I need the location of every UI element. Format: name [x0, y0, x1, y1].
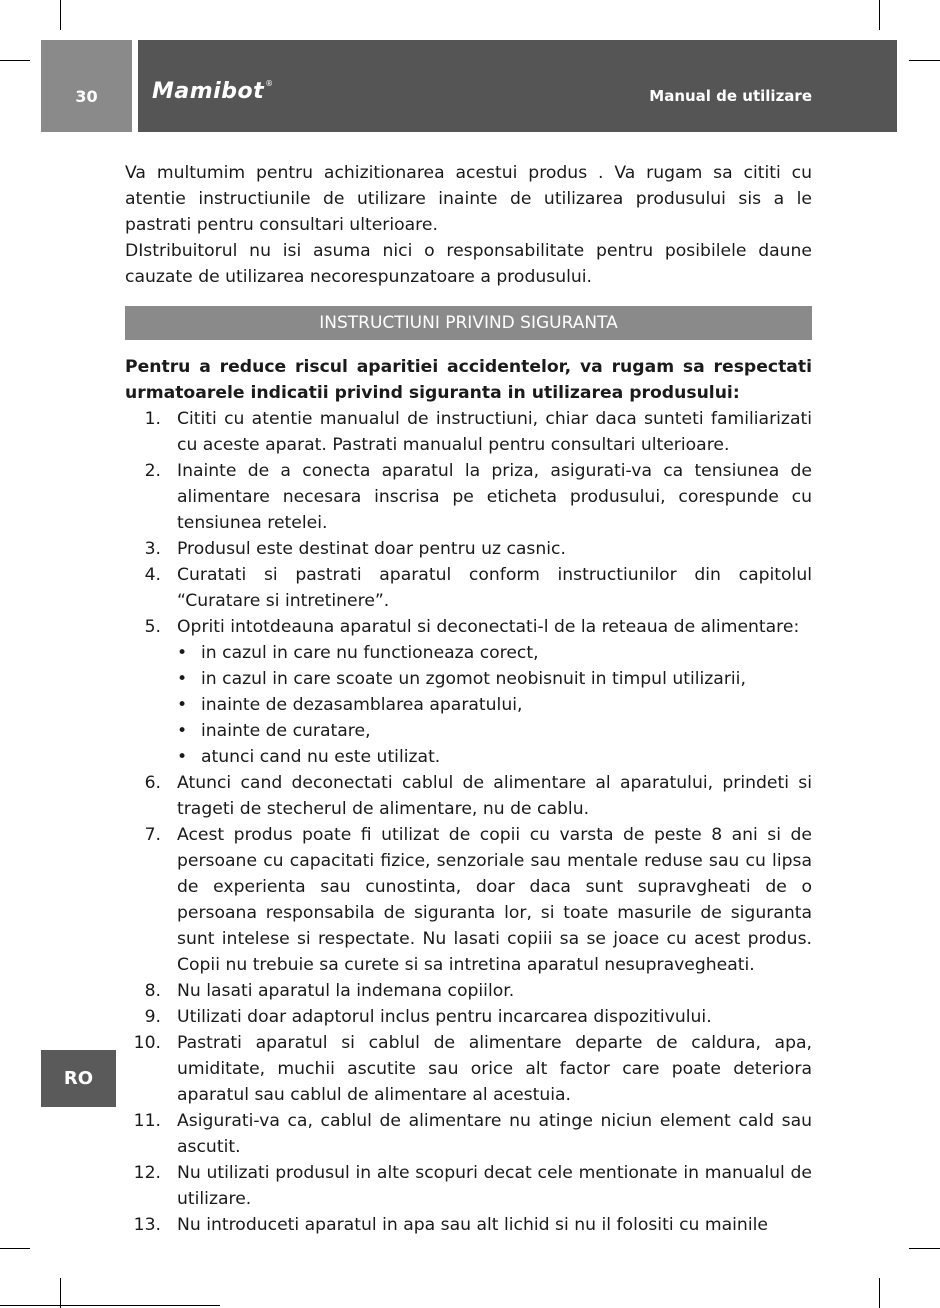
bullet-text: in cazul in care nu functioneaza corect, — [201, 643, 539, 663]
rule-text: Atunci cand deconectati cablul de alimentare al aparatului, prindeti si trageti de stecherul de alimentare, nu de cablu. — [177, 773, 812, 819]
rule-item — [125, 822, 812, 978]
bullet-text: inainte de curatare, — [201, 721, 371, 741]
rule-text: Acest produs poate fi utilizat de copii cu varsta de peste 8 ani si de persoane cu capacitati fizice, senzoriale sau mentale reduse sau cu lipsa de experienta sau cunostinta, doar daca sunt supravgheati de o persoana responsabila de siguranta lor, si toate masurile de siguranta sunt intelese si respectate. Nu lasati copiii sa se joace cu acest produs. Copii nu trebuie sa curete si sa intretina aparatul nesupravegheati. — [177, 825, 812, 975]
rule-text: Nu utilizati produsul in alte scopuri decat cele mentionate in manualul de utilizare. — [177, 1163, 812, 1209]
rule-number: 9. — [144, 1007, 161, 1027]
rule-number: 12. — [133, 1163, 161, 1183]
bullet-glyph: • — [177, 721, 188, 741]
brand-name: Mamibot — [152, 79, 265, 104]
rule-item — [125, 1108, 812, 1160]
document-body — [125, 160, 812, 1238]
bullet-item — [177, 666, 812, 692]
rule-item — [125, 1004, 812, 1030]
intro-paragraph: Va multumim pentru achizitionarea acestui produs . Va rugam sa cititi cu atentie instructiunile de utilizare inainte de utilizarea produsului sis a le pastrati pentru consultari ulterioare. — [125, 163, 812, 235]
rule-text: Utilizati doar adaptorul inclus pentru incarcarea dispozitivului. — [177, 1007, 712, 1027]
rule-bullet-list — [177, 640, 812, 770]
bullet-glyph: • — [177, 669, 188, 689]
bullet-glyph: • — [177, 695, 188, 715]
rule-number: 3. — [144, 539, 161, 559]
bullet-glyph: • — [177, 643, 188, 663]
rule-number: 11. — [133, 1111, 161, 1131]
rule-text: Nu introduceti aparatul in apa sau alt lichid si nu il folositi cu mainile — [177, 1215, 768, 1235]
crop-mark — [909, 1248, 940, 1249]
header-bar — [138, 40, 897, 132]
rule-item — [125, 536, 812, 562]
brand-logo — [152, 79, 274, 104]
bullet-text: inainte de dezasamblarea aparatului, — [201, 695, 523, 715]
rule-number: 1. — [144, 409, 161, 429]
rule-text: Curatati si pastrati aparatul conform instructiunilor din capitolul “Curatare si intretinere”. — [177, 565, 812, 611]
rule-item — [125, 458, 812, 536]
crop-mark — [879, 0, 880, 30]
page-number: 30 — [75, 87, 98, 106]
bullet-text: in cazul in care scoate un zgomot neobisnuit in timpul utilizarii, — [201, 669, 746, 689]
safety-rules-list — [125, 406, 812, 1238]
rule-text: Opriti intotdeauna aparatul si deconectati-l de la reteaua de alimentare: — [177, 617, 800, 637]
bullet-item — [177, 692, 812, 718]
rule-number: 8. — [144, 981, 161, 1001]
section-lead: Pentru a reduce riscul aparitiei accidentelor, va rugam sa respectati urmatoarele indicatii privind siguranta in utilizarea produsului: — [125, 357, 812, 403]
rule-text: Produsul este destinat doar pentru uz casnic. — [177, 539, 566, 559]
rule-item — [125, 562, 812, 614]
bullet-item — [177, 718, 812, 744]
crop-mark — [60, 0, 61, 30]
section-title: INSTRUCTIUNI PRIVIND SIGURANTA — [125, 306, 812, 340]
crop-mark — [0, 60, 30, 61]
rule-number: 5. — [144, 617, 161, 637]
crop-mark — [909, 60, 940, 61]
language-label: RO — [63, 1068, 94, 1089]
rule-text: Pastrati aparatul si cablul de alimentare departe de caldura, apa, umiditate, muchii ascutite sau orice alt factor care poate deteriora aparatul sau cablul de alimentare al acestuia. — [177, 1033, 812, 1105]
rule-item — [125, 1160, 812, 1212]
bottom-rule — [0, 1305, 220, 1306]
rule-item — [125, 1212, 812, 1238]
rule-item — [125, 614, 812, 770]
rule-number: 6. — [144, 773, 161, 793]
crop-mark — [0, 1248, 30, 1249]
bullet-glyph: • — [177, 747, 188, 767]
bullet-text: atunci cand nu este utilizat. — [201, 747, 441, 767]
intro-paragraph: DIstribuitorul nu isi asuma nici o responsabilitate pentru posibilele daune cauzate de utilizarea necorespunzatoare a produsului. — [125, 241, 812, 287]
crop-mark — [60, 1278, 61, 1308]
rule-item — [125, 1030, 812, 1108]
rule-number: 13. — [133, 1215, 161, 1235]
rule-number: 7. — [144, 825, 161, 845]
crop-mark — [879, 1278, 880, 1308]
rule-text: Cititi cu atentie manualul de instructiuni, chiar daca sunteti familiarizati cu aceste aparat. Pastrati manualul pentru consultari ulterioare. — [177, 409, 812, 455]
rule-text: Inainte de a conecta aparatul la priza, asigurati-va ca tensiunea de alimentare necesara inscrisa pe eticheta produsului, corespunde cu tensiunea retelei. — [177, 461, 812, 533]
rule-number: 10. — [133, 1033, 161, 1053]
intro-block — [125, 160, 812, 290]
rule-text: Nu lasati aparatul la indemana copiilor. — [177, 981, 515, 1001]
rule-item — [125, 770, 812, 822]
page-number-box — [41, 40, 132, 132]
bullet-item — [177, 640, 812, 666]
language-tab — [41, 1050, 116, 1107]
rule-item — [125, 978, 812, 1004]
rule-number: 4. — [144, 565, 161, 585]
rule-item — [125, 406, 812, 458]
rule-text: Asigurati-va ca, cablul de alimentare nu atinge niciun element cald sau ascutit. — [177, 1111, 812, 1157]
rule-number: 2. — [144, 461, 161, 481]
bullet-item — [177, 744, 812, 770]
registered-mark: ® — [265, 79, 274, 88]
manual-title: Manual de utilizare — [649, 87, 812, 105]
